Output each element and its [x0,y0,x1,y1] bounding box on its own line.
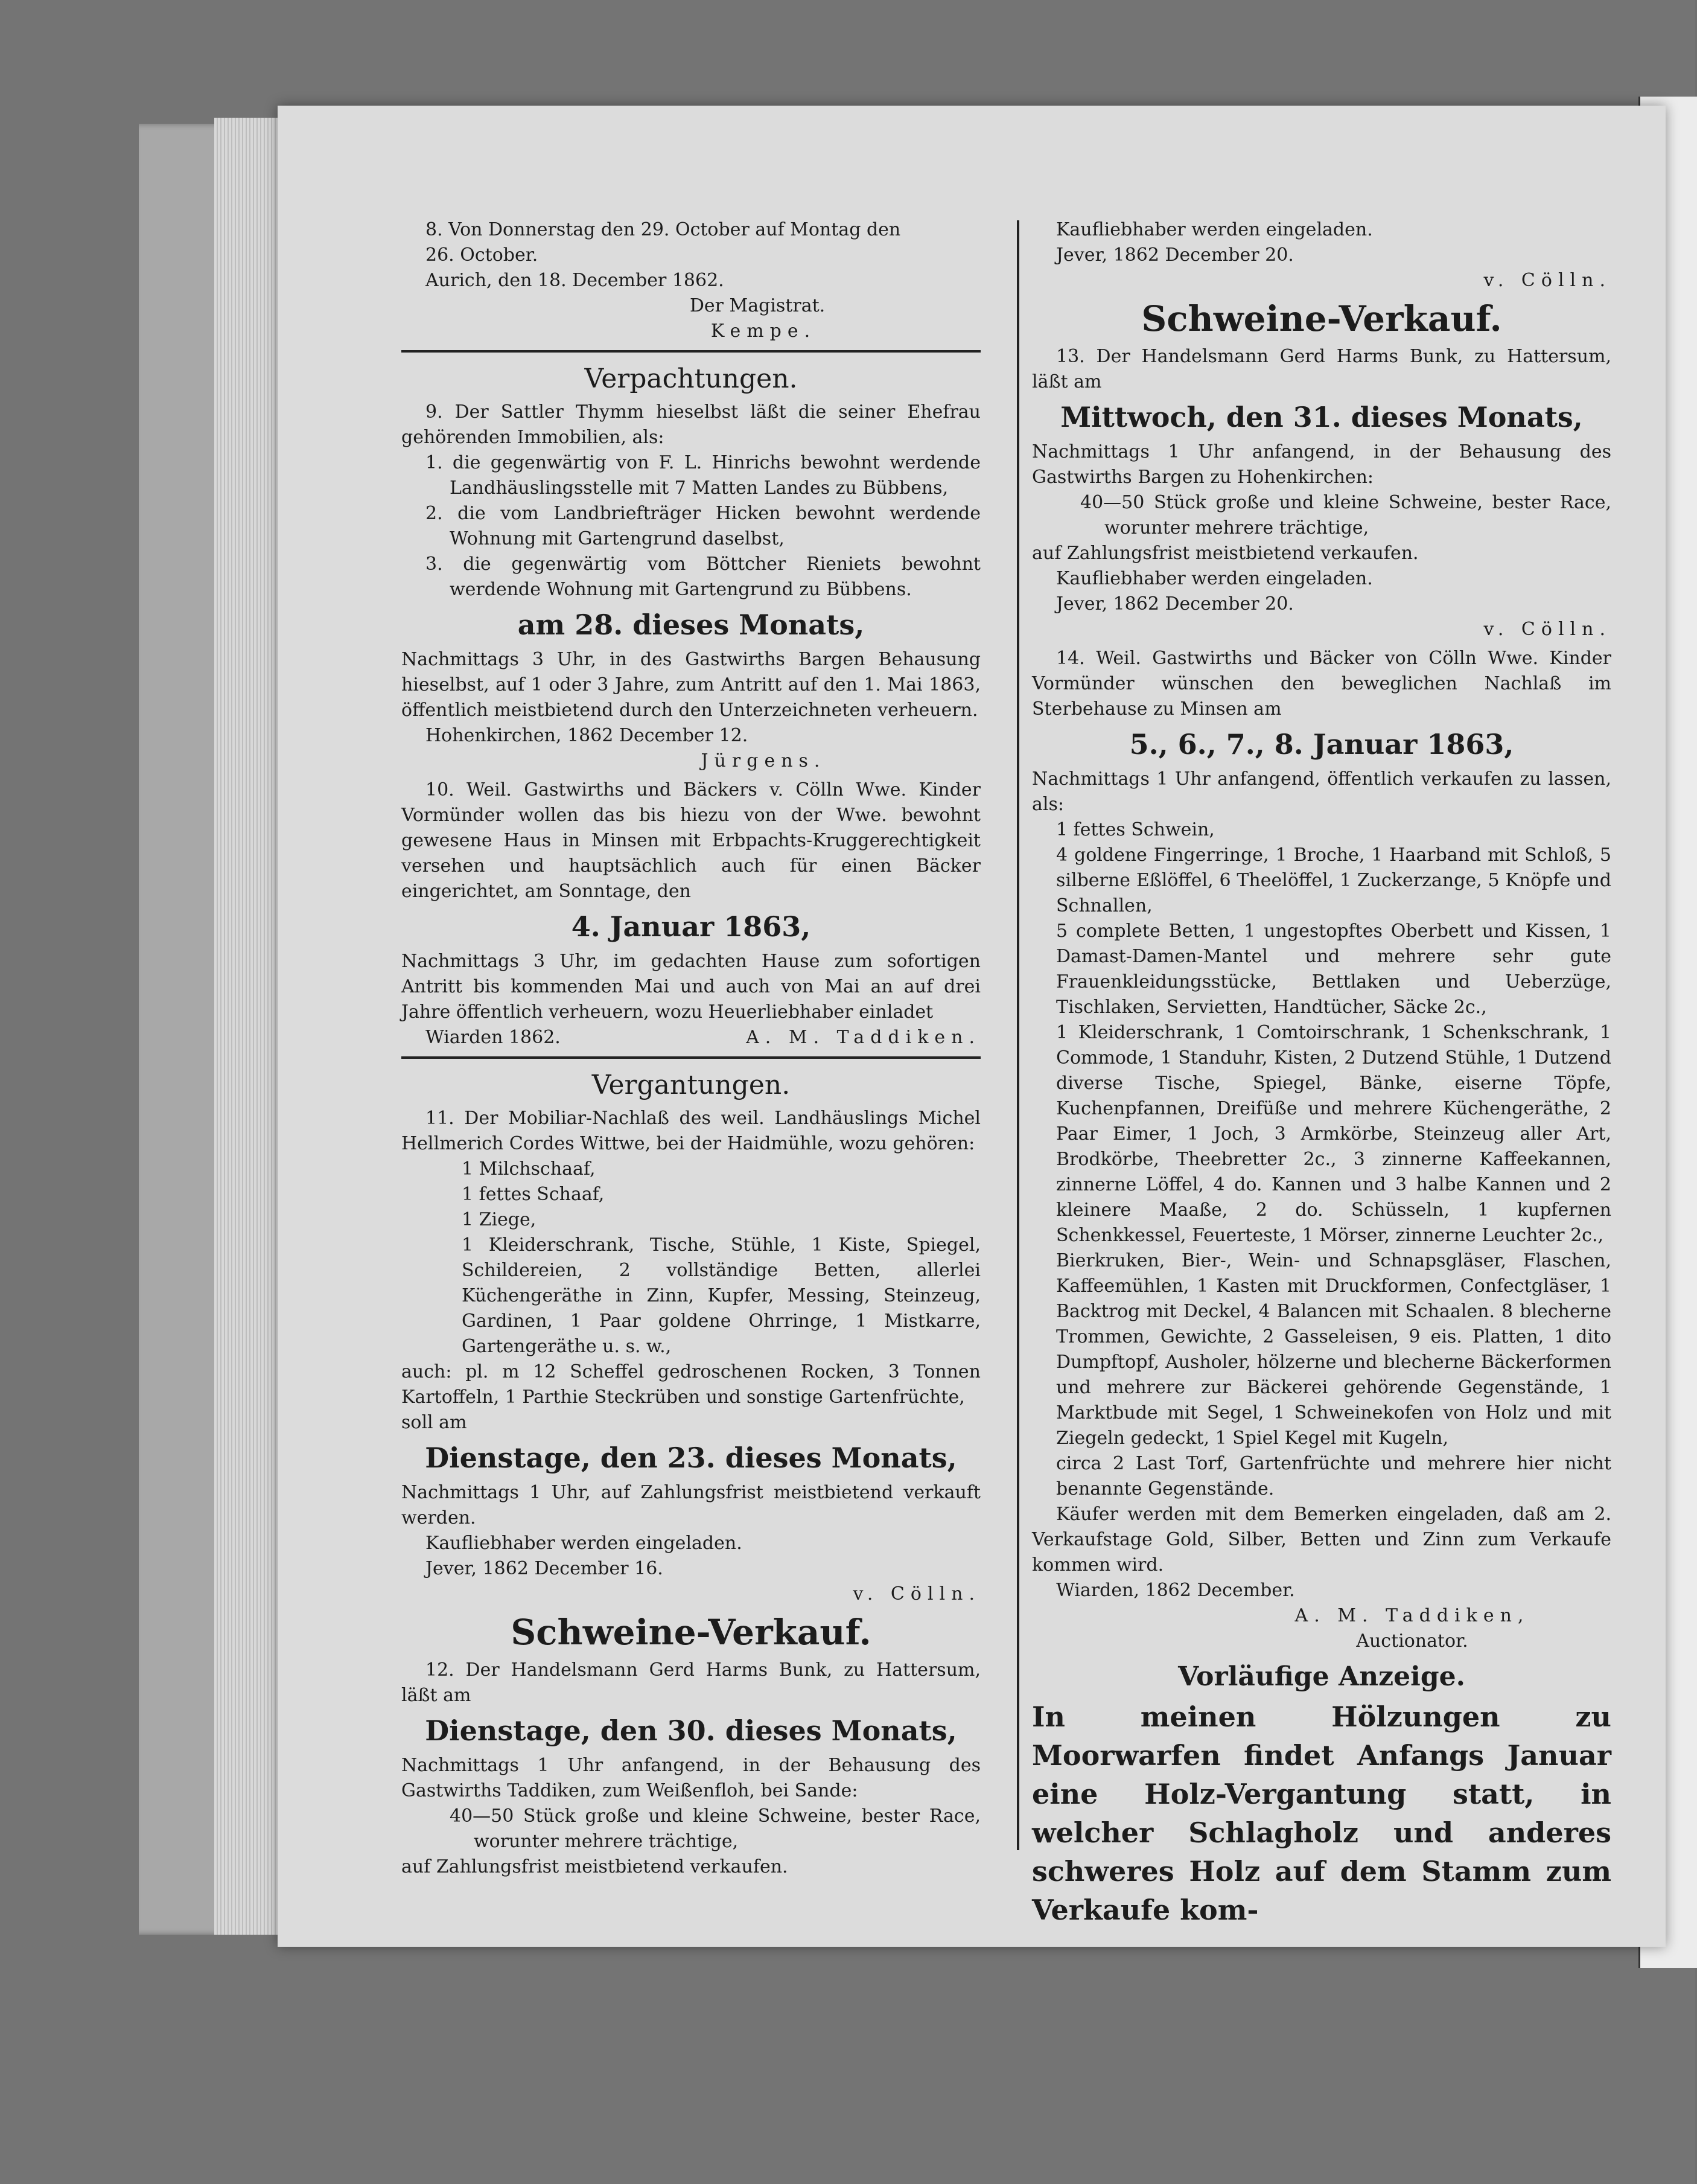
list-item: circa 2 Last Torf, Gartenfrüchte und mehrere hier nicht benannte Gegenstände. [1056,1453,1611,1499]
auctions-place-date: Jever, 1862 December 16. [425,1558,663,1579]
item8-signature: Kempe. [710,321,817,342]
pig-sale-13-terms: auf Zahlungsfrist meistbietend verkaufen. [1032,543,1419,564]
notice-text: In meinen Hölzungen zu Moorwarfen findet Anfangs Januar eine Holz-Vergantung statt, in welcher Schlagholz und anderes schweres Holz auf dem Stamm zum Verkaufe kom- [1032,1700,1611,1926]
item10-footer [401,1025,981,1050]
leases-date-headline: am 28. dieses Monats, [517,608,865,641]
continued-invite: Kaufliebhaber werden eingeladen. [1056,219,1373,240]
item14-role: Auctionator. [1356,1630,1468,1652]
pig-sale-12-details: Nachmittags 1 Uhr anfangend, in der Behausung des Gastwirths Taddiken, zum Weißenfloh, bei Sande: [401,1755,981,1801]
item14-buyers: Käufer werden mit dem Bemerken eingeladen, daß am 2. Verkaufstage Gold, Silber, Betten und Zinn zum Verkaufe kommen wird. [1032,1504,1611,1576]
leases-signature: Jürgens. [701,750,826,771]
item14-signature: A. M. Taddiken, [1294,1605,1530,1626]
auctions-heading: Vergantungen. [591,1070,791,1100]
list-item: 4 goldene Fingerringe, 1 Broche, 1 Haarband mit Schloß, 5 silberne Eßlöffel, 6 Theelöffel, 1 Zuckerzange, 5 Knöpfe und Schnallen, [1056,845,1611,916]
column-divider [1017,220,1019,1850]
list-item: 1 Kleiderschrank, 1 Comtoirschrank, 1 Schenkschrank, 1 Commode, 1 Standuhr, Kisten, 2 Dutzend Stühle, 1 Dutzend diverse Tische, Spiegel, Bänke, eiserne Töpfe, Kuchenpfannen, Dreifüße und mehrere Küchengeräthe, 2 Paar Eimer, 1 Joch, 3 Armkörbe, Steinzeug aller Art, Brodkörbe, Theebretter 2c., 3 zinnerne Kaffeekannen, zinnerne Löffel, 4 do. Kannen und 3 halbe Kannen und 2 kleinere Maaße, 2 do. Schüsseln, 1 kupfernen Schenkkessel, Feuerteste, 1 Mörser, zinnerne Leuchter 2c., [1056,1022,1611,1246]
item10-date-headline: 4. Januar 1863, [571,910,811,943]
pig-sale-13-intro: 13. Der Handelsmann Gerd Harms Bunk, zu Hattersum, läßt am [1032,346,1611,392]
leases-property-list [401,450,981,602]
auctions-item-list [401,1157,981,1359]
pig-sale-13-signature: v. Cölln. [1483,619,1611,640]
pig-sale-13-heading: Schweine-Verkauf. [1141,298,1502,339]
leases-intro: 9. Der Sattler Thymm hieselbst läßt die seiner Ehefrau gehörenden Immobilien, als: [401,401,981,448]
item8-line1: 8. Von Donnerstag den 29. October auf Montag den [425,219,901,240]
pig-sale-13-details: Nachmittags 1 Uhr anfangend, in der Behausung des Gastwirths Bargen zu Hohenkirchen: [1032,441,1611,488]
auctions-shall: soll am [401,1412,467,1433]
leases-place-date: Hohenkirchen, 1862 December 12. [425,725,748,746]
section-rule [401,350,981,353]
item10-details: Nachmittags 3 Uhr, im gedachten Hause zum sofortigen Antritt bis kommenden Mai und auch von Mai an auf drei Jahre öffentlich verheuern, wozu Heuerliebhaber einladet [401,951,981,1023]
continued-signature: v. Cölln. [1483,270,1611,291]
list-item: 1. die gegenwärtig von F. L. Hinrichs bewohnt werdende Landhäuslingsstelle mit 7 Matten Landes zu Bübbens, [425,452,981,499]
item10-signature: A. M. Taddiken. [746,1027,981,1048]
continued-place-date: Jever, 1862 December 20. [1056,244,1294,266]
list-item: Bierkruken, Bier-, Wein- und Schnapsgläser, Flaschen, Kaffeemühlen, 1 Kasten mit Druckformen, Confectgläser, 1 Backtrog mit Deckel, 4 Balancen mit Schaalen. 8 blecherne Trommen, Gewichte, 2 Gasseleisen, 9 eis. Platten, 1 dito Dumpftopf, Ausholer, hölzerne und blecherne Bäckerformen und mehrere zur Bäckerei gehörende Gegenstände, 1 Marktbude mit Segel, 1 Schweinekofen von Holz und mit Ziegeln gedeckt, 1 Spiel Kegel mit Kugeln, [1056,1250,1611,1449]
right-column [1032,217,1611,1926]
list-item: 1 Ziege, [462,1209,536,1230]
item10-text: 10. Weil. Gastwirths und Bäckers v. Cölln Wwe. Kinder Vormünder wollen das bis hiezu von der Wwe. bewohnt gewesene Haus in Minsen mit Erbpachts-Kruggerechtigkeit versehen und hauptsächlich auch für einen Bäcker eingerichtet, am Sonntage, den [401,779,981,902]
pig-sale-13-date-headline: Mittwoch, den 31. dieses Monats, [1060,401,1583,433]
item8-place-date: Aurich, den 18. December 1862. [425,270,724,291]
auctions-also: auch: pl. m 12 Scheffel gedroschenen Rocken, 3 Tonnen Kartoffeln, 1 Parthie Steckrüben und sonstige Gartenfrüchte, [401,1361,981,1408]
item14-intro: 14. Weil. Gastwirths und Bäcker von Cölln Wwe. Kinder Vormünder wünschen den beweglichen Nachlaß im Sterbehause zu Minsen am [1032,648,1611,720]
notice-heading: Vorläufige Anzeige. [1178,1661,1465,1692]
list-item: 2. die vom Landbriefträger Hicken bewohnt werdende Wohnung mit Gartengrund daselbst, [425,503,981,549]
pig-sale-12-heading: Schweine-Verkauf. [511,1612,871,1653]
auctions-date-headline: Dienstage, den 23. dieses Monats, [425,1442,957,1474]
list-item: 3. die gegenwärtig vom Böttcher Rieniets bewohnt werdende Wohnung mit Gartengrund zu Bübbens. [425,554,981,600]
item14-details: Nachmittags 1 Uhr anfangend, öffentlich verkaufen zu lassen, als: [1032,768,1611,815]
pig-sale-12-date-headline: Dienstage, den 30. dieses Monats, [425,1714,957,1747]
pig-sale-13-invite: Kaufliebhaber werden eingeladen. [1056,568,1373,589]
item8-authority: Der Magistrat. [689,295,826,316]
item14-item-list [1032,817,1611,1502]
pig-sale-12-animals: 40—50 Stück große und kleine Schweine, bester Race, worunter mehrere trächtige, [450,1806,981,1852]
pig-sale-13-place-date: Jever, 1862 December 20. [1056,593,1294,615]
newspaper-page [278,106,1666,1947]
auctions-intro: 11. Der Mobiliar-Nachlaß des weil. Landhäuslings Michel Hellmerich Cordes Wittwe, bei der Haidmühle, wozu gehören: [401,1108,981,1154]
list-item: 1 fettes Schwein, [1056,819,1215,840]
auctions-invite: Kaufliebhaber werden eingeladen. [425,1533,742,1554]
item10-place-date: Wiarden 1862. [425,1027,561,1048]
item14-place-date: Wiarden, 1862 December. [1056,1580,1295,1601]
leases-details: Nachmittags 3 Uhr, in des Gastwirths Bargen Behausung hieselbst, auf 1 oder 3 Jahre, zum Antritt auf den 1. Mai 1863, öffentlich meistbietend durch den Unterzeichneten verheuern. [401,649,981,721]
pig-sale-12-intro: 12. Der Handelsmann Gerd Harms Bunk, zu Hattersum, läßt am [401,1659,981,1706]
section-rule [401,1056,981,1059]
pig-sale-12-terms: auf Zahlungsfrist meistbietend verkaufen. [401,1856,788,1877]
item14-date-headline: 5., 6., 7., 8. Januar 1863, [1129,728,1514,761]
left-column [401,217,981,1908]
auctions-details: Nachmittags 1 Uhr, auf Zahlungsfrist meistbietend verkauft werden. [401,1482,981,1528]
auctions-signature: v. Cölln. [853,1583,981,1604]
list-item: 1 Milchschaaf, [462,1158,596,1180]
leases-heading: Verpachtungen. [584,363,798,394]
pig-sale-13-animals: 40—50 Stück große und kleine Schweine, bester Race, worunter mehrere trächtige, [1080,492,1611,538]
list-item: 5 complete Betten, 1 ungestopftes Oberbett und Kissen, 1 Damast-Damen-Mantel und mehrere sehr gute Frauenkleidungsstücke, Bettlaken und Ueberzüge, Tischlaken, Servietten, Handtücher, Säcke 2c., [1056,921,1611,1018]
list-item: 1 Kleiderschrank, Tische, Stühle, 1 Kiste, Spiegel, Schildereien, 2 vollständige Betten, allerlei Küchengeräthe in Zinn, Kupfer, Messing, Steinzeug, Gardinen, 1 Paar goldene Ohrringe, 1 Mistkarre, Gartengeräthe u. s. w., [462,1234,981,1357]
list-item: 1 fettes Schaaf, [462,1184,605,1205]
item8-line2: 26. October. [425,244,538,266]
